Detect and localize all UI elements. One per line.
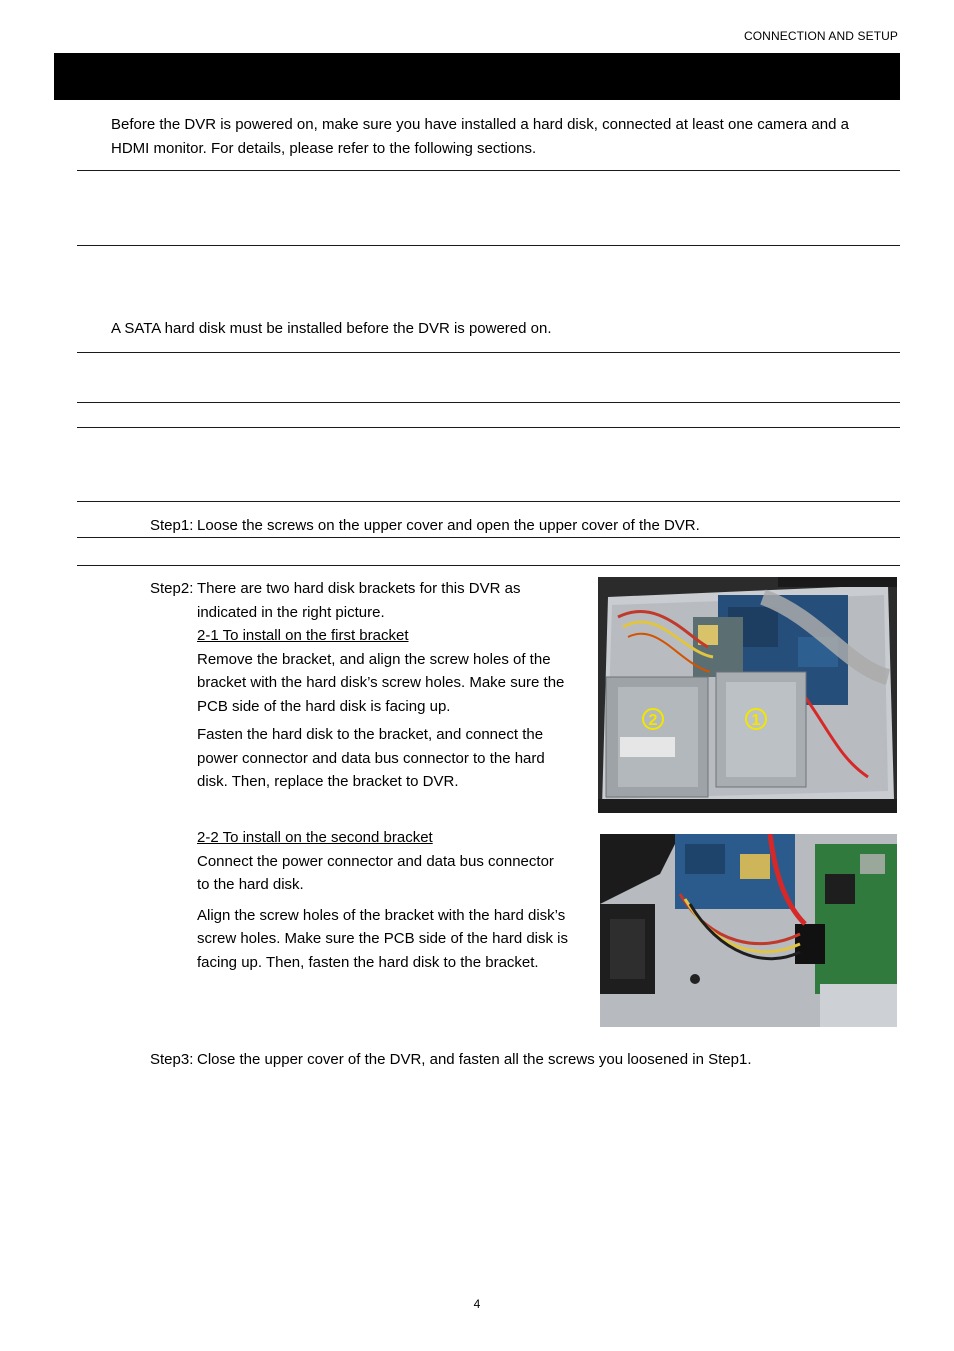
divider — [77, 427, 900, 428]
step2-line-1: There are two hard disk brackets for this DVR as — [197, 580, 521, 597]
hdd-note: A SATA hard disk must be installed before the DVR is powered on. — [111, 320, 552, 337]
intro-line-1: Before the DVR is powered on, make sure you have installed a hard disk, connected at least one camera and a — [111, 116, 849, 133]
dvr-interior-photo — [598, 577, 897, 813]
step1-label: Step1: — [150, 517, 194, 534]
sub2-p1-line-2: to the hard disk. — [197, 876, 304, 893]
divider — [77, 245, 900, 246]
title-bar — [54, 53, 900, 100]
step1-text: Loose the screws on the upper cover and open the upper cover of the DVR. — [197, 517, 700, 534]
hard-disk-closeup-photo — [600, 834, 897, 1027]
sub1-p2-line-3: disk. Then, replace the bracket to DVR. — [197, 773, 459, 790]
intro-paragraph — [111, 113, 849, 160]
step2-line-2: indicated in the right picture. — [197, 603, 385, 621]
dvr-interior-illustration — [598, 577, 897, 813]
sub2-p2-line-1: Align the screw holes of the bracket with the hard disk’s — [197, 906, 566, 924]
sub1-p2-line-2: power connector and data bus connector to the hard — [197, 749, 545, 767]
divider — [77, 402, 900, 403]
intro-line-2: HDMI monitor. For details, please refer to the following sections. — [111, 139, 537, 157]
section-header: CONNECTION AND SETUP — [743, 29, 898, 43]
bracket-1-label: 1 — [751, 712, 761, 729]
sub2-p2-line-2: screw holes. Make sure the PCB side of the hard disk is — [197, 930, 569, 947]
step2-body — [197, 577, 592, 794]
divider — [77, 170, 900, 171]
step3-label: Step3: — [150, 1051, 194, 1068]
divider — [77, 537, 900, 538]
sub2-p2-line-3: facing up. Then, fasten the hard disk to the bracket. — [197, 953, 539, 971]
sub2-title: 2-2 To install on the second bracket — [197, 829, 433, 846]
step2-label: Step2: — [150, 580, 194, 597]
divider — [77, 501, 900, 502]
sub2-p1-line-1: Connect the power connector and data bus connector — [197, 852, 554, 870]
divider — [77, 352, 900, 353]
sub1-p1-line-1: Remove the bracket, and align the screw holes of the — [197, 650, 551, 668]
hard-disk-closeup-illustration — [600, 834, 897, 1027]
sub1-title: 2-1 To install on the first bracket — [197, 627, 409, 644]
page-number: 4 — [473, 1297, 481, 1311]
sub1-p1-line-2: bracket with the hard disk’s screw holes. Make sure the — [197, 674, 565, 691]
sub2-body — [197, 826, 592, 974]
sub1-p2-line-1: Fasten the hard disk to the bracket, and connect the — [197, 726, 544, 743]
bracket-2-label: 2 — [648, 712, 658, 729]
step3-text: Close the upper cover of the DVR, and fasten all the screws you loosened in Step1. — [197, 1051, 752, 1068]
sub1-p1-line-3: PCB side of the hard disk is facing up. — [197, 697, 451, 715]
divider — [77, 565, 900, 566]
